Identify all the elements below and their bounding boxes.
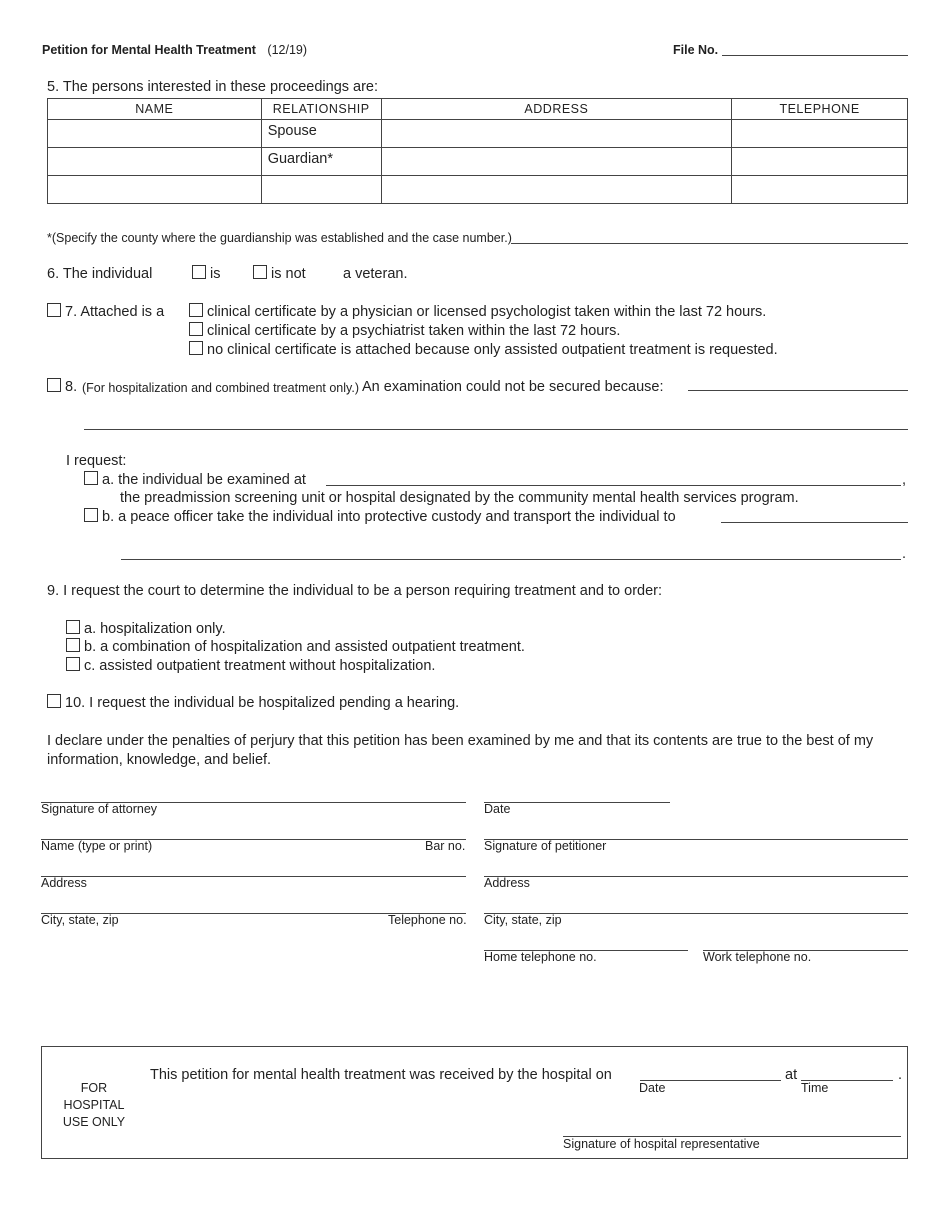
column-header-address: ADDRESS bbox=[381, 99, 732, 120]
relationship-cell: Spouse bbox=[261, 120, 381, 148]
column-header-telephone: TELEPHONE bbox=[732, 99, 908, 120]
psychiatrist-certificate-label: clinical certificate by a psychiatrist taken within the last 72 hours. bbox=[207, 323, 621, 339]
home-phone-label: Home telephone no. bbox=[484, 950, 597, 964]
hospital-use-label bbox=[42, 1080, 146, 1131]
hospitalization-only-checkbox[interactable] bbox=[66, 620, 80, 634]
section8-number: 8. bbox=[65, 379, 78, 395]
name-cell[interactable] bbox=[48, 148, 262, 176]
hospitalization-only-label: a. hospitalization only. bbox=[84, 621, 226, 637]
section8-text: An examination could not be secured because: bbox=[362, 379, 664, 395]
table-row bbox=[48, 148, 908, 176]
petitioner-address-label: Address bbox=[484, 876, 530, 890]
combined-treatment-checkbox[interactable] bbox=[66, 638, 80, 652]
period: . bbox=[902, 546, 907, 562]
comma: , bbox=[902, 472, 907, 488]
section8-note: (For hospitalization and combined treatment only.) bbox=[82, 381, 359, 395]
date-label: Date bbox=[484, 802, 511, 816]
hospital-use-box bbox=[41, 1046, 908, 1159]
no-certificate-label: no clinical certificate is attached because only assisted outpatient treatment is requested. bbox=[207, 342, 778, 358]
guardianship-county-field[interactable] bbox=[511, 243, 908, 244]
outpatient-only-label: c. assisted outpatient treatment without hospitalization. bbox=[84, 658, 436, 674]
file-no-field[interactable] bbox=[722, 55, 908, 56]
address-cell[interactable] bbox=[381, 148, 732, 176]
relationship-cell: Guardian* bbox=[261, 148, 381, 176]
outpatient-only-checkbox[interactable] bbox=[66, 657, 80, 671]
attorney-address-line[interactable] bbox=[41, 876, 466, 877]
physician-certificate-label: clinical certificate by a physician or licensed psychologist taken within the last 72 hours. bbox=[207, 304, 767, 320]
attorney-name-label: Name (type or print) bbox=[41, 839, 153, 853]
petitioner-city-label: City, state, zip bbox=[484, 913, 562, 927]
received-period: . bbox=[898, 1067, 903, 1083]
table-row bbox=[48, 176, 908, 204]
work-phone-label: Work telephone no. bbox=[703, 950, 812, 964]
hospital-use-label-line1: FOR bbox=[80, 1081, 108, 1095]
hospital-rep-signature-label: Signature of hospital representative bbox=[563, 1137, 760, 1151]
relationship-cell[interactable] bbox=[261, 176, 381, 204]
veteran-suffix: a veteran. bbox=[343, 266, 408, 282]
at-label: at bbox=[785, 1067, 798, 1083]
protective-custody-checkbox[interactable] bbox=[84, 508, 98, 522]
bar-no-label: Bar no. bbox=[425, 839, 466, 853]
no-certificate-checkbox[interactable] bbox=[189, 341, 203, 355]
transport-destination-field-2[interactable] bbox=[121, 559, 901, 560]
veteran-is-not-checkbox[interactable] bbox=[253, 265, 267, 279]
psychiatrist-certificate-checkbox[interactable] bbox=[189, 322, 203, 336]
section6-label: 6. The individual bbox=[47, 266, 153, 282]
attorney-address-label: Address bbox=[41, 876, 87, 890]
address-cell[interactable] bbox=[381, 176, 732, 204]
received-text: This petition for mental health treatment was received by the hospital on bbox=[150, 1067, 612, 1083]
transport-destination-field[interactable] bbox=[721, 522, 908, 523]
section5-intro: 5. The persons interested in these proceedings are: bbox=[47, 79, 379, 95]
telephone-cell[interactable] bbox=[732, 176, 908, 204]
telephone-cell[interactable] bbox=[732, 148, 908, 176]
examination-reason-field-2[interactable] bbox=[84, 429, 908, 430]
hospital-use-label-line2: HOSPITAL bbox=[63, 1098, 125, 1112]
received-time-label: Time bbox=[801, 1081, 829, 1095]
veteran-is-checkbox[interactable] bbox=[192, 265, 206, 279]
examined-at-continuation: the preadmission screening unit or hospital designated by the community mental health services program. bbox=[120, 490, 799, 506]
petitioner-address-line[interactable] bbox=[484, 876, 908, 877]
received-date-label: Date bbox=[639, 1081, 666, 1095]
veteran-is-not-label: is not bbox=[271, 266, 306, 282]
name-cell[interactable] bbox=[48, 120, 262, 148]
combined-treatment-label: b. a combination of hospitalization and assisted outpatient treatment. bbox=[84, 639, 525, 655]
form-revision: (12/19) bbox=[267, 43, 308, 57]
interested-persons-table bbox=[47, 98, 908, 204]
form-header bbox=[42, 43, 307, 57]
telephone-cell[interactable] bbox=[732, 120, 908, 148]
section8-checkbox[interactable] bbox=[47, 378, 61, 392]
request-label: I request: bbox=[66, 453, 127, 469]
form-title: Petition for Mental Health Treatment bbox=[42, 43, 256, 57]
column-header-relationship: RELATIONSHIP bbox=[261, 99, 381, 120]
name-cell[interactable] bbox=[48, 176, 262, 204]
perjury-declaration: I declare under the penalties of perjury that this petition has been examined by me and that its contents are true to the best of my information, knowledge, and belief. bbox=[47, 733, 874, 768]
column-header-name: NAME bbox=[48, 99, 262, 120]
section10-text: 10. I request the individual be hospitalized pending a hearing. bbox=[65, 695, 460, 711]
examination-location-field[interactable] bbox=[326, 485, 901, 486]
attorney-telephone-label: Telephone no. bbox=[388, 913, 467, 927]
table-row bbox=[48, 120, 908, 148]
section7-label: 7. Attached is a bbox=[65, 304, 165, 320]
attorney-signature-label: Signature of attorney bbox=[41, 802, 158, 816]
physician-certificate-checkbox[interactable] bbox=[189, 303, 203, 317]
petitioner-signature-label: Signature of petitioner bbox=[484, 839, 607, 853]
veteran-is-label: is bbox=[210, 266, 221, 282]
address-cell[interactable] bbox=[381, 120, 732, 148]
file-no-label: File No. bbox=[673, 43, 719, 57]
section9-text: 9. I request the court to determine the individual to be a person requiring treatment and to order: bbox=[47, 583, 663, 599]
section10-checkbox[interactable] bbox=[47, 694, 61, 708]
examined-at-label: a. the individual be examined at bbox=[102, 472, 306, 488]
protective-custody-label: b. a peace officer take the individual into protective custody and transport the individual to bbox=[102, 509, 676, 525]
hospital-use-label-line3: USE ONLY bbox=[62, 1115, 126, 1129]
date-line[interactable] bbox=[484, 802, 670, 803]
attorney-city-label: City, state, zip bbox=[41, 913, 119, 927]
examination-reason-field[interactable] bbox=[688, 390, 908, 391]
table-header-row bbox=[48, 99, 908, 120]
section7-checkbox[interactable] bbox=[47, 303, 61, 317]
guardianship-footnote: *(Specify the county where the guardianship was established and the case number.) bbox=[47, 231, 512, 245]
examined-at-checkbox[interactable] bbox=[84, 471, 98, 485]
